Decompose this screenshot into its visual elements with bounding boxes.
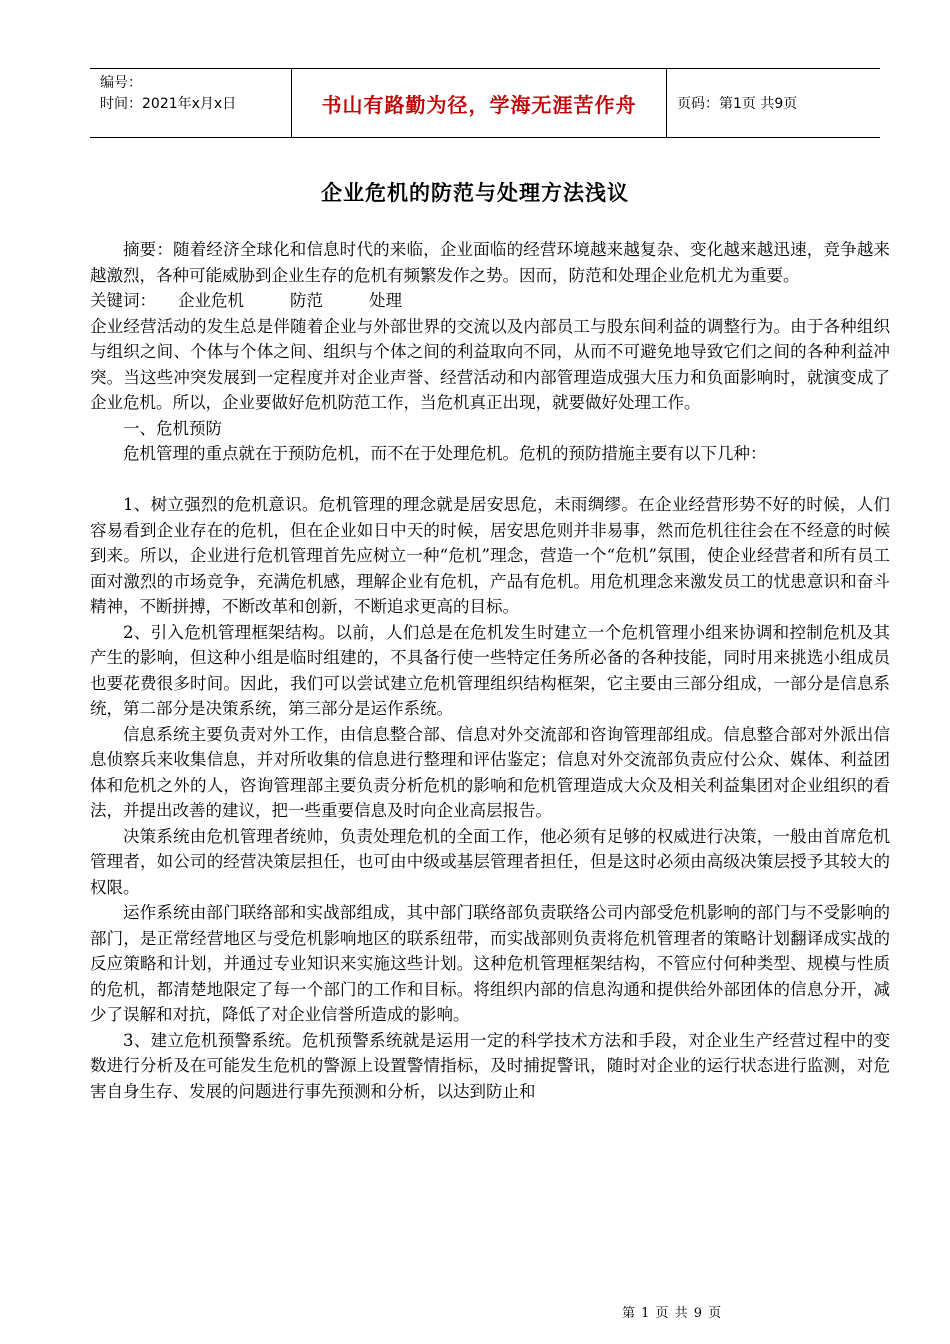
- intro-paragraph: 企业经营活动的发生总是伴随着企业与外部世界的交流以及内部员工与股东间利益的调整行为。由于各种组织与组织之间、个体与个体之间、组织与个体之间的利益取向不同，从而不可避免地导致它们之间的各种利益冲突。当这些冲突发展到一定程度并对企业声誉、经营活动和内部管理造成强大压力和负面影响时，就演变成了企业危机。所以，企业要做好危机防范工作，当危机真正出现，就要做好处理工作。: [90, 316, 890, 412]
- abstract-paragraph: 摘要：随着经济全球化和信息时代的来临，企业面临的经营环境越来越复杂、变化越来越迅速，竞争越来越激烈，各种可能威胁到企业生存的危机有频繁发作之势。因而，防范和处理企业危机尤为重要。: [90, 240, 890, 285]
- document-header: [90, 68, 880, 138]
- keywords-label: 关键词：: [90, 291, 156, 310]
- blank-line: [90, 467, 890, 493]
- code-label: 编号：: [100, 75, 142, 91]
- document-body: [90, 237, 890, 1104]
- body-paragraph: 决策系统由危机管理者统帅，负责处理危机的全面工作，他必须有足够的权威进行决策，一般由首席危机管理者，如公司的经营决策层担任，也可由中级或基层管理者担任，但是这时必须由高级决策层授予其较大的权限。: [90, 826, 890, 897]
- item-paragraph: 2、引入危机管理框架结构。以前，人们总是在危机发生时建立一个危机管理小组来协调和控制危机及其产生的影响，但这种小组是临时组建的，不具备行使一些特定任务所必备的各种技能，同时用来挑选小组成员也要花费很多时间。因此，我们可以尝试建立危机管理组织结构框架，它主要由三部分组成，一部分是信息系统，第二部分是决策系统，第三部分是运作系统。: [90, 622, 890, 718]
- document-title: 企业危机的防范与处理方法浅议: [321, 181, 629, 205]
- header-motto: 书山有路勤为径，学海无涯苦作舟: [292, 69, 667, 137]
- keyword-item: 防范: [290, 291, 323, 310]
- body-paragraph: 信息系统主要负责对外工作，由信息整合部、信息对外交流部和咨询管理部组成。信息整合部对外派出信息侦察兵来收集信息，并对所收集的信息进行整理和评估鉴定；信息对外交流部负责应付公众、媒体、利益团体和危机之外的人，咨询管理部主要负责分析危机的影响和危机管理造成大众及相关利益集团对企业组织的看法，并提出改善的建议，把一些重要信息及时向企业高层报告。: [90, 724, 890, 820]
- keywords-line: [90, 288, 890, 314]
- keyword-item: 企业危机: [178, 291, 244, 310]
- lead-paragraph: 危机管理的重点就在于预防危机，而不在于处理危机。危机的预防措施主要有以下几种：: [123, 444, 767, 463]
- section-heading: 一、危机预防: [123, 418, 222, 438]
- item-paragraph: 3、建立危机预警系统。危机预警系统就是运用一定的科学技术方法和手段，对企业生产经营过程中的变数进行分析及在可能发生危机的警源上设置警情指标，及时捕捉警讯，随时对企业的运行状态进行监测，对危害自身生存、发展的问题进行事先预测和分析，以达到防止和: [90, 1030, 890, 1101]
- keyword-item: 处理: [369, 291, 402, 310]
- header-meta: [90, 69, 292, 137]
- time-label: 时间：2021年x月x日: [100, 96, 237, 112]
- page-footer: 第 1 页 共 9 页: [622, 1306, 723, 1321]
- body-paragraph: 运作系统由部门联络部和实战部组成，其中部门联络部负责联络公司内部受危机影响的部门与不受影响的部门，是正常经营地区与受危机影响地区的联系纽带，而实战部则负责将危机管理者的策略计划翻译成实战的反应策略和计划，并通过专业知识来实施这些计划。这种危机管理框架结构，不管应付何种类型、规模与性质的危机，都清楚地限定了每一个部门的工作和目标。将组织内部的信息沟通和提供给外部团体的信息分开，减少了误解和对抗，降低了对企业信誉所造成的影响。: [90, 903, 890, 1024]
- header-page-info: 页码：第1页 共9页: [677, 96, 798, 112]
- item-paragraph: 1、树立强烈的危机意识。危机管理的理念就是居安思危，未雨绸缪。在企业经营形势不好的时候，人们容易看到企业存在的危机，但在企业如日中天的时候，居安思危则并非易事，然而危机往往会在不经意的时候到来。所以，企业进行危机管理首先应树立一种“危机”理念，营造一个“危机”氛围，使企业经营者和所有员工面对激烈的市场竞争，充满危机感，理解企业有危机，产品有危机。用危机理念来激发员工的忧患意识和奋斗精神，不断拼搏，不断改革和创新，不断追求更高的目标。: [90, 495, 890, 616]
